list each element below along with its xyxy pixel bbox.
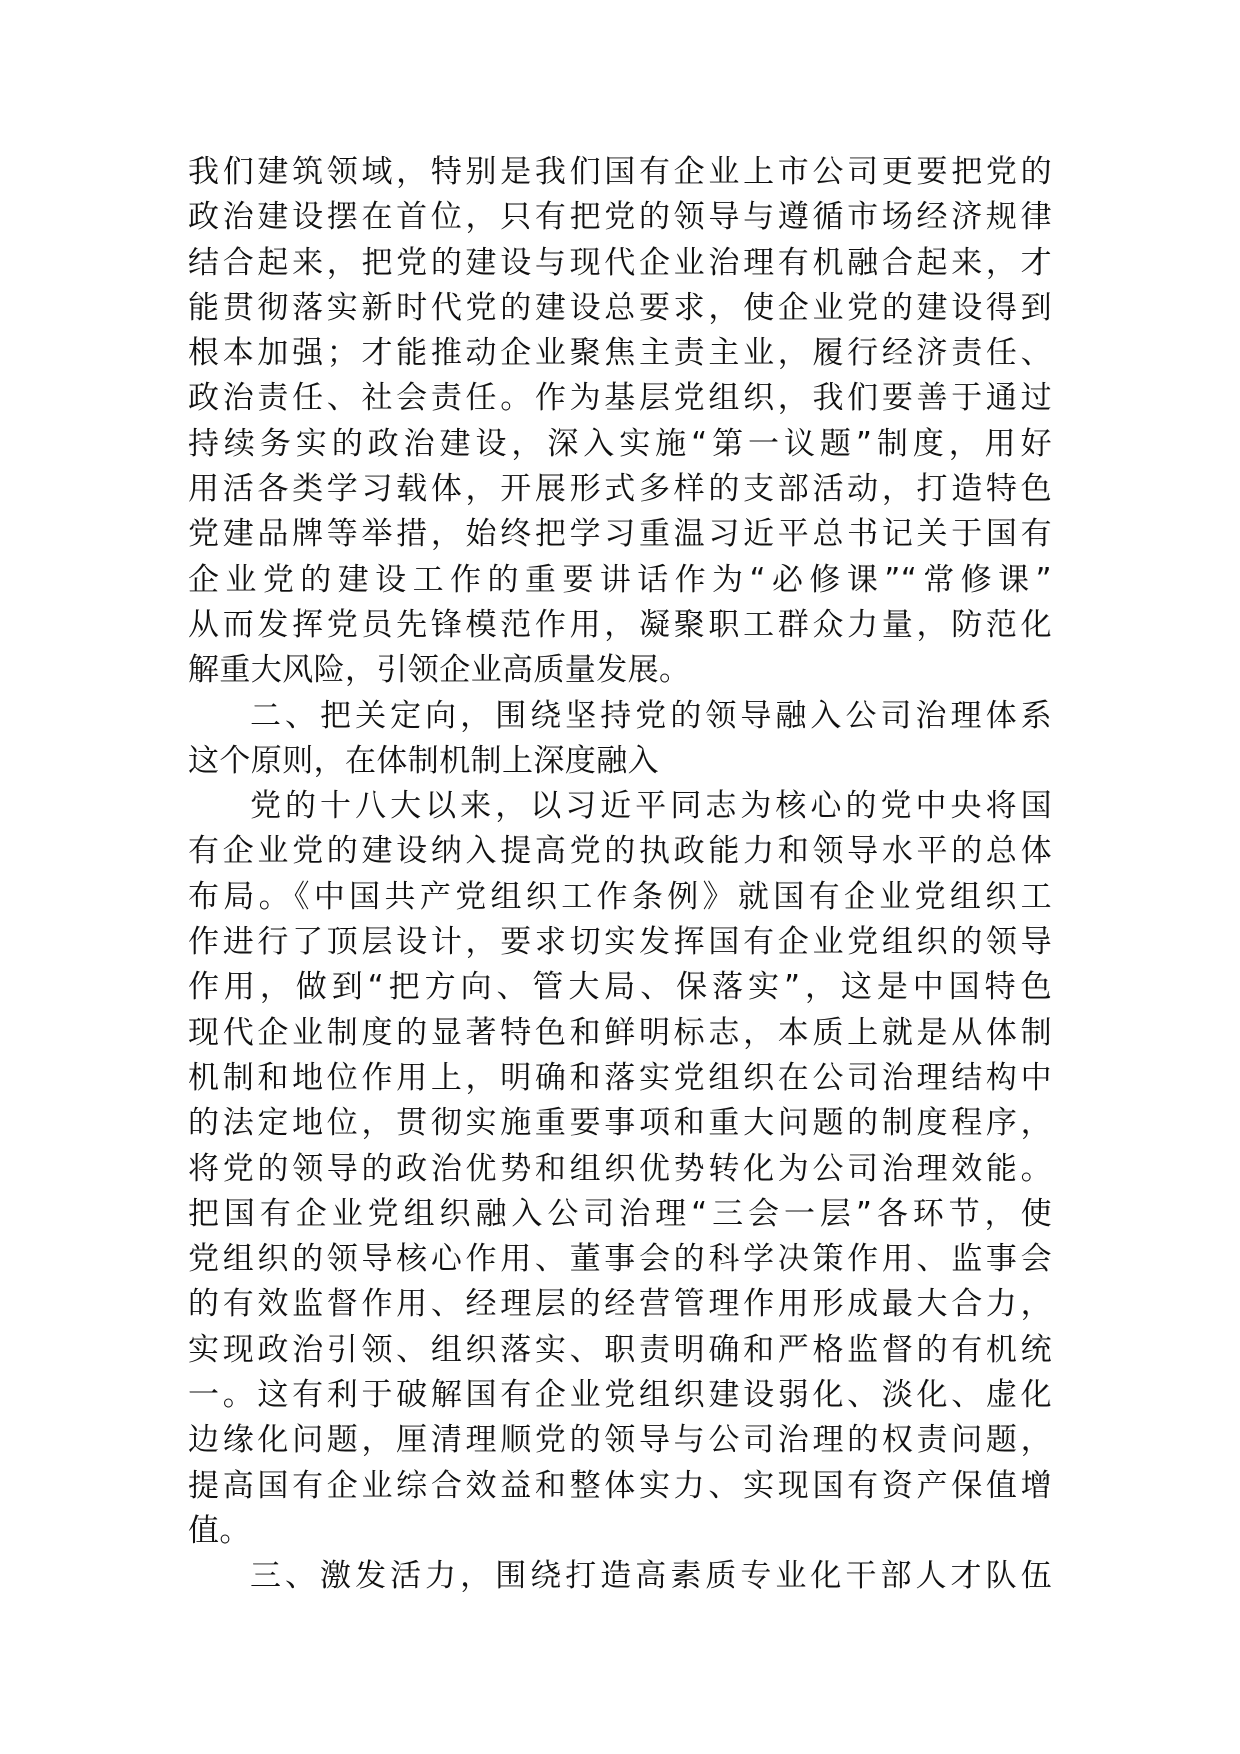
text-line: 我们建筑领域，特别是我们国有企业上市公司更要把党的 — [188, 154, 1052, 190]
text-line: 政治建设摆在首位，只有把党的领导与遵循市场经济规律 — [188, 199, 1052, 236]
text-line: 能贯彻落实新时代党的建设总要求，使企业党的建设得到 — [188, 289, 1052, 326]
text-line: 一。这有利于破解国有企业党组织建设弱化、淡化、虚化 — [188, 1377, 1052, 1414]
text-line: 政治责任、社会责任。作为基层党组织，我们要善于通过 — [188, 380, 1052, 417]
text-line: 布局。《中国共产党组织工作条例》就国有企业党组织工 — [188, 878, 1052, 915]
text-line: 边缘化问题，厘清理顺党的领导与公司治理的权责问题， — [188, 1422, 1052, 1459]
text-line: 党的十八大以来，以习近平同志为核心的党中央将国 — [250, 788, 1052, 825]
text-line: 党组织的领导核心作用、董事会的科学决策作用、监事会 — [188, 1241, 1052, 1278]
text-line: 的法定地位，贯彻实施重要事项和重大问题的制度程序， — [188, 1105, 1052, 1142]
body-text — [188, 150, 1052, 1600]
text-line: 解重大风险，引领企业高质量发展。 — [188, 652, 691, 689]
text-line: 机制和地位作用上，明确和落实党组织在公司治理结构中 — [188, 1059, 1052, 1096]
text-line: 结合起来，把党的建设与现代企业治理有机融合起来，才 — [188, 244, 1052, 281]
text-line: 将党的领导的政治优势和组织优势转化为公司治理效能。 — [188, 1150, 1052, 1187]
text-line: 持续务实的政治建设，深入实施“第一议题”制度，用好 — [188, 425, 1052, 462]
text-line: 用活各类学习载体，开展形式多样的支部活动，打造特色 — [188, 471, 1052, 508]
text-line: 党建品牌等举措，始终把学习重温习近平总书记关于国有 — [188, 516, 1052, 553]
text-line: 这个原则，在体制机制上深度融入 — [188, 742, 659, 779]
text-line: 值。 — [188, 1512, 251, 1549]
text-line: 的有效监督作用、经理层的经营管理作用形成最大合力， — [188, 1286, 1052, 1323]
text-line: 从而发挥党员先锋模范作用，凝聚职工群众力量，防范化 — [188, 606, 1052, 643]
text-line: 作用，做到“把方向、管大局、保落实”，这是中国特色 — [188, 969, 1052, 1006]
text-line: 作进行了顶层设计，要求切实发挥国有企业党组织的领导 — [188, 924, 1052, 961]
text-line: 实现政治引领、组织落实、职责明确和严格监督的有机统 — [188, 1331, 1052, 1368]
text-line: 根本加强；才能推动企业聚焦主责主业，履行经济责任、 — [188, 335, 1052, 372]
text-line: 把国有企业党组织融入公司治理“三会一层”各环节，使 — [188, 1195, 1052, 1232]
text-line: 三、激发活力，围绕打造高素质专业化干部人才队伍 — [250, 1558, 1052, 1595]
text-line: 提高国有企业综合效益和整体实力、实现国有资产保值增 — [188, 1467, 1052, 1504]
text-line: 现代企业制度的显著特色和鲜明标志，本质上就是从体制 — [188, 1014, 1052, 1051]
text-line: 企业党的建设工作的重要讲话作为“必修课”“常修课” — [188, 561, 1052, 598]
text-line: 有企业党的建设纳入提高党的执政能力和领导水平的总体 — [188, 833, 1052, 870]
text-line: 二、把关定向，围绕坚持党的领导融入公司治理体系 — [250, 697, 1052, 734]
